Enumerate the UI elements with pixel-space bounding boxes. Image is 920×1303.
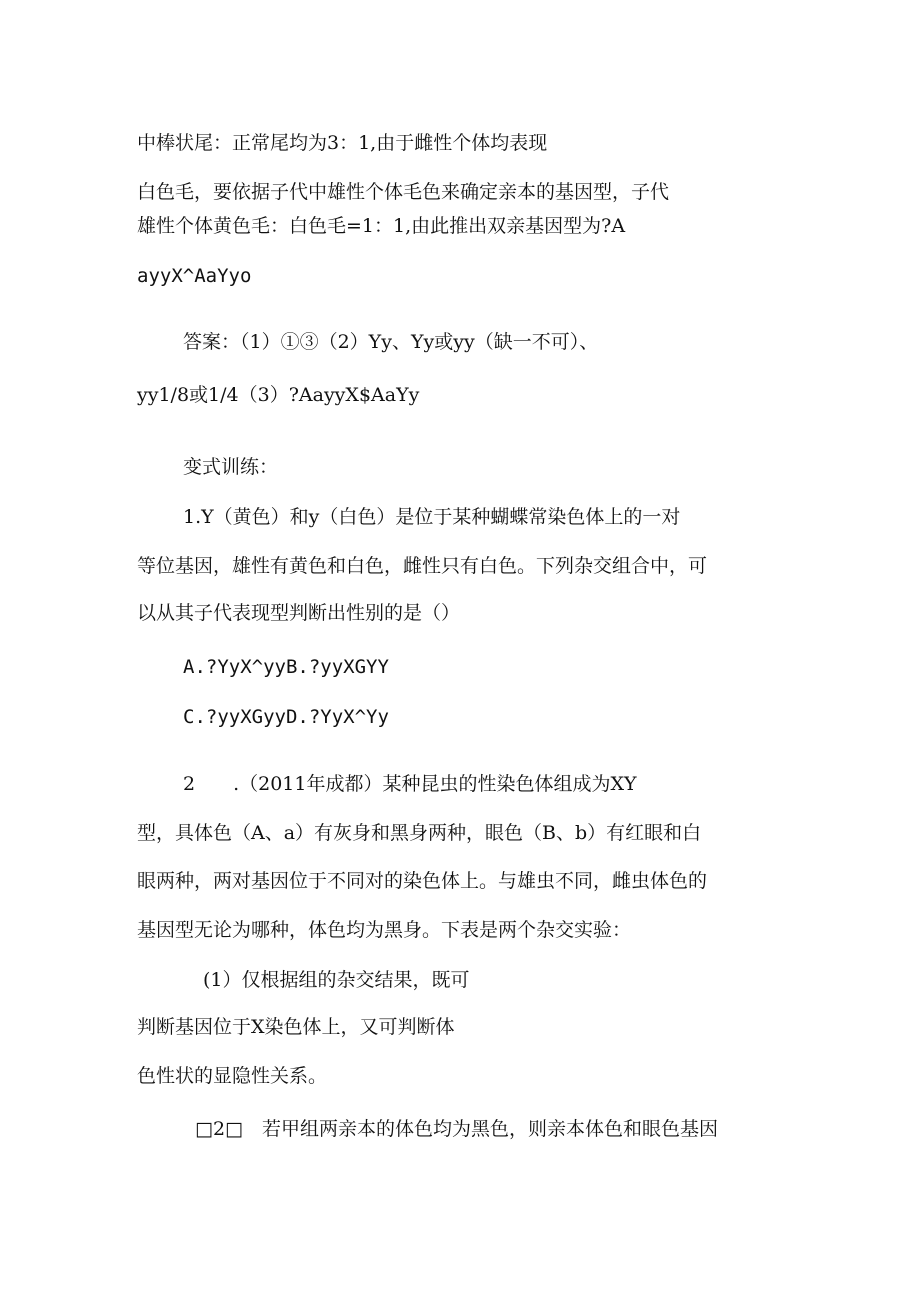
question-line: 眼两种，两对基因位于不同对的染色体上。与雄虫不同，雌虫体色的 bbox=[137, 870, 708, 892]
subquestion-line: 判断基因位于X染色体上，又可判断体 bbox=[137, 1016, 455, 1038]
text-line: 白色毛，要依据子代中雄性个体毛色来确定亲本的基因型，子代 bbox=[137, 181, 670, 203]
question-line: 等位基因，雄性有黄色和白色，雌性只有白色。下列杂交组合中，可 bbox=[137, 555, 708, 577]
section-heading: 变式训练： bbox=[183, 456, 279, 478]
answer-line: 答案：（1）①③（2）Yy、Yy或yy（缺一不可）、 bbox=[183, 331, 599, 353]
question-line: 以从其子代表现型判断出性别的是（） bbox=[137, 602, 461, 624]
option-line: C.?yyXGyyD.?YyX^Yy bbox=[183, 706, 389, 728]
question-line: 1.Y（黄色）和y（白色）是位于某种蝴蝶常染色体上的一对 bbox=[183, 506, 681, 528]
subquestion-line: 色性状的显隐性关系。 bbox=[137, 1065, 328, 1087]
question-line: 型，具体色（A、a）有灰身和黑身两种，眼色（B、b）有红眼和白 bbox=[137, 822, 702, 844]
subquestion-line: (1）仅根据组的杂交结果，既可 bbox=[203, 969, 470, 991]
text-line: 中棒状尾：正常尾均为3：1,由于雌性个体均表现 bbox=[137, 132, 548, 154]
text-line: 雄性个体黄色毛：白色毛=1：1,由此推出双亲基因型为?A bbox=[137, 215, 626, 237]
text-line: ayyX^AaYyo bbox=[137, 265, 252, 287]
question-line: 基因型无论为哪种，体色均为黑身。下表是两个杂交实验： bbox=[137, 919, 632, 941]
option-line: A.?YyX^yyB.?yyXGYY bbox=[183, 656, 389, 678]
subquestion-line: □2□ 若甲组两亲本的体色均为黑色，则亲本体色和眼色基因 bbox=[195, 1118, 718, 1140]
question-line: 2 .（2011年成都）某种昆虫的性染色体组成为XY bbox=[183, 773, 637, 795]
answer-line: yy1/8或1/4（3）?AayyX$AaYy bbox=[137, 384, 420, 406]
